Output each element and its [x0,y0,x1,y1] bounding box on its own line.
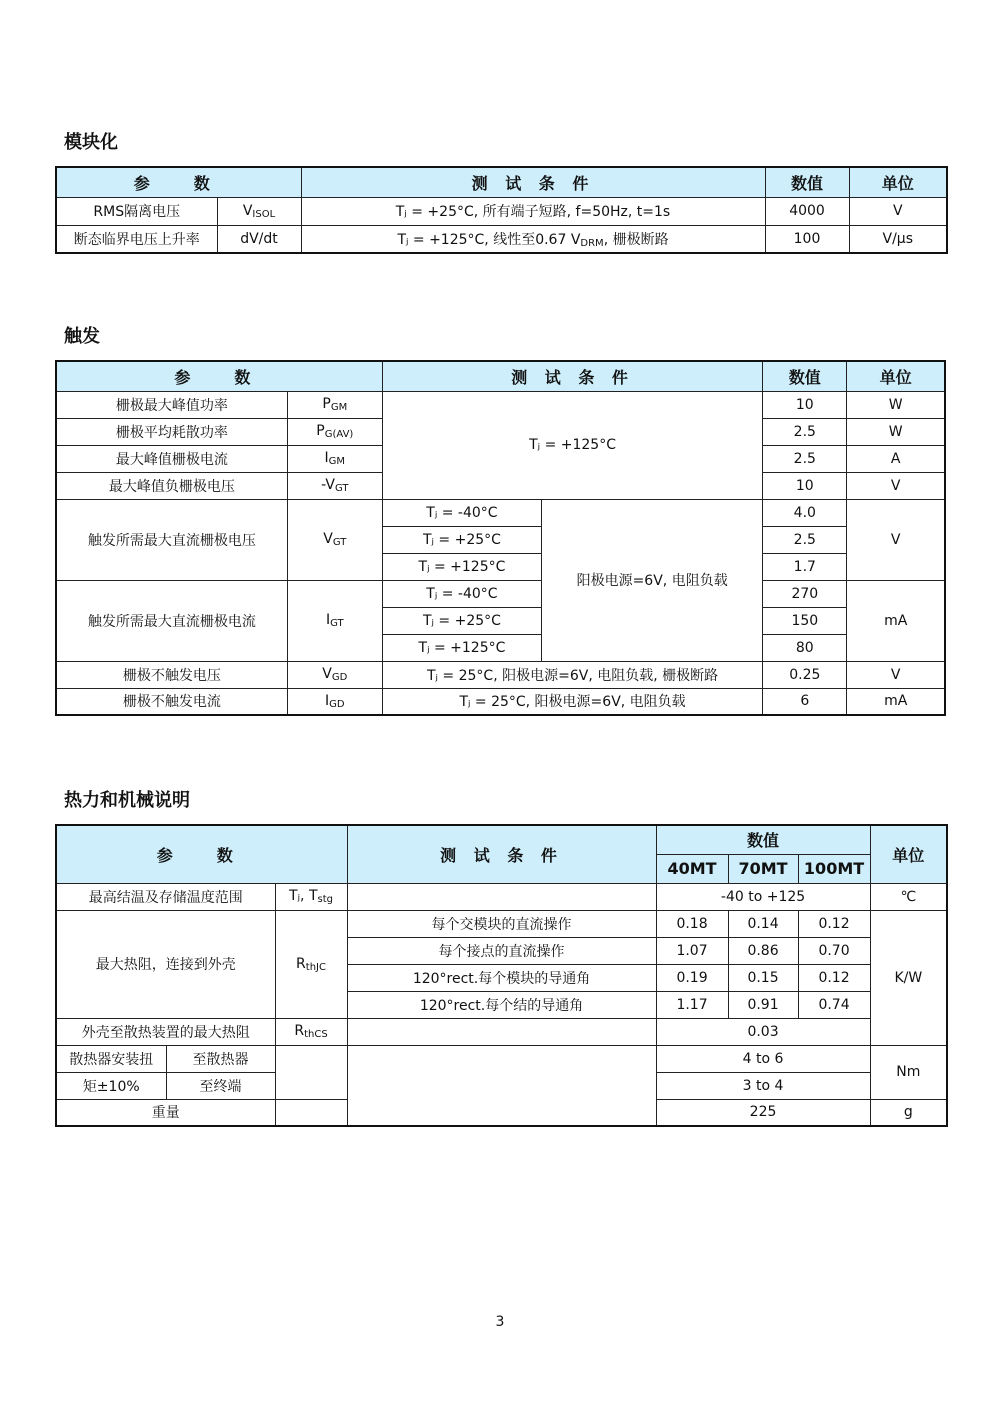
value-100mt: 0.74 [798,991,870,1018]
param-symbol: $I_{GD}$ [287,688,382,715]
param-unit: Nm [870,1045,947,1099]
test-condition: 每个接点的直流操作 [347,937,656,964]
test-condition: Tⱼ = 25°C, 阳极电源=6V, 电阻负载, 栅极断路 [382,661,762,688]
section-title-modular: 模块化 [64,132,118,153]
param-symbol [275,1045,347,1099]
param-symbol: $V_{ISOL}$ [217,197,301,225]
temp-condition: Tⱼ = -40°C [382,580,541,607]
param-unit: g [870,1099,947,1126]
param-unit: K/W [870,910,947,1045]
param-symbol: $P_{G(AV)}$ [287,418,382,445]
param-symbol: $R_{thCS}$ [275,1018,347,1045]
value-100mt: 0.12 [798,910,870,937]
param-symbol: dV/dt [217,225,301,253]
param-value: 0.03 [656,1018,870,1045]
header-unit: 单位 [847,361,945,391]
value-40mt: 0.19 [656,964,728,991]
param-value: 150 [763,607,847,634]
header-unit: 单位 [870,825,947,883]
page-number: 3 [495,1314,505,1330]
param-unit: ℃ [870,883,947,910]
param-name: 最大峰值栅极电流 [56,445,287,472]
param-name: 断态临界电压上升率 [56,225,217,253]
param-value: 4 to 6 [656,1045,870,1072]
param-name: 触发所需最大直流栅极电压 [56,499,287,580]
header-cond: 测 试 条 件 [301,167,765,197]
test-condition: 每个交模块的直流操作 [347,910,656,937]
header-value: 数值 [656,825,870,854]
param-name: 栅极不触发电压 [56,661,287,688]
param-value: 2.5 [763,418,847,445]
test-condition: Tⱼ = +25°C, 所有端子短路, f=50Hz, t=1s [301,197,765,225]
param-value: 4.0 [763,499,847,526]
param-value: 80 [763,634,847,661]
param-unit: mA [847,580,945,661]
value-70mt: 0.86 [728,937,798,964]
header-value: 数值 [763,361,847,391]
param-symbol: $-V_{GT}$ [287,472,382,499]
param-value: 225 [656,1099,870,1126]
param-value: 10 [763,472,847,499]
param-value: 6 [763,688,847,715]
param-symbol [275,1099,347,1126]
header-value: 数值 [765,167,849,197]
param-unit: W [847,418,945,445]
param-name: 重量 [56,1099,275,1126]
param-unit: V/μs [849,225,947,253]
header-param: 参 数 [56,167,301,197]
temp-condition: Tⱼ = -40°C [382,499,541,526]
value-40mt: 1.17 [656,991,728,1018]
header-param: 参 数 [56,825,347,883]
param-name: 最大热阻，连接到外壳 [56,910,275,1018]
param-name: 外壳至散热装置的最大热阻 [56,1018,275,1045]
value-70mt: 0.14 [728,910,798,937]
param-subname: 至散热器 [166,1045,275,1072]
param-unit: W [847,391,945,418]
test-condition [347,1045,656,1126]
param-value: 2.5 [763,445,847,472]
table-row [56,1018,947,1045]
param-name: 最大峰值负栅极电压 [56,472,287,499]
test-condition: Tⱼ = +125°C, 线性至0.67 $V_{DRM}$, 栅极断路 [301,225,765,253]
param-symbol: $I_{GT}$ [287,580,382,661]
param-symbol: $P_{GM}$ [287,391,382,418]
section-title-trigger: 触发 [64,326,100,347]
header-model-40mt: 40MT [656,854,728,883]
param-symbol: $I_{GM}$ [287,445,382,472]
param-value: 100 [765,225,849,253]
header-model-70mt: 70MT [728,854,798,883]
table-row [56,225,947,253]
param-unit: V [847,472,945,499]
param-symbol: $V_{GT}$ [287,499,382,580]
test-condition [347,883,656,910]
table-row [56,1045,947,1072]
param-name: RMS隔离电压 [56,197,217,225]
param-name: 最高结温及存储温度范围 [56,883,275,910]
param-unit: V [847,499,945,580]
table-row [56,688,945,715]
param-unit: V [847,661,945,688]
param-name: 矩±10% [56,1072,166,1099]
param-symbol: $V_{GD}$ [287,661,382,688]
table-row [56,197,947,225]
test-condition: 120°rect.每个结的导通角 [347,991,656,1018]
param-value: 0.25 [763,661,847,688]
param-value: 270 [763,580,847,607]
test-condition [347,1018,656,1045]
param-unit: A [847,445,945,472]
param-name: 散热器安装扭 [56,1045,166,1072]
value-100mt: 0.70 [798,937,870,964]
trigger-table [55,360,946,716]
temp-condition: Tⱼ = +125°C [382,553,541,580]
header-unit: 单位 [849,167,947,197]
value-40mt: 0.18 [656,910,728,937]
anode-condition: 阳极电源=6V, 电阻负载 [542,499,763,661]
section-title-thermal: 热力和机械说明 [64,790,190,811]
param-value: 10 [763,391,847,418]
header-cond: 测 试 条 件 [347,825,656,883]
param-name: 栅极不触发电流 [56,688,287,715]
value-70mt: 0.15 [728,964,798,991]
param-name: 触发所需最大直流栅极电流 [56,580,287,661]
thermal-table [55,824,948,1127]
param-value: 2.5 [763,526,847,553]
table-row [56,661,945,688]
table-row [56,580,945,607]
table-row [56,910,947,937]
value-100mt: 0.12 [798,964,870,991]
param-symbol: Tⱼ, $T_{stg}$ [275,883,347,910]
param-unit: V [849,197,947,225]
param-value: 4000 [765,197,849,225]
param-value: -40 to +125 [656,883,870,910]
header-param: 参 数 [56,361,382,391]
test-condition: Tⱼ = 25°C, 阳极电源=6V, 电阻负载 [382,688,762,715]
table-row [56,499,945,526]
table-row [56,883,947,910]
param-unit: mA [847,688,945,715]
param-name: 栅极平均耗散功率 [56,418,287,445]
header-model-100mt: 100MT [798,854,870,883]
param-symbol: $R_{thJC}$ [275,910,347,1018]
table-row [56,391,945,418]
temp-condition: Tⱼ = +25°C [382,526,541,553]
param-value: 3 to 4 [656,1072,870,1099]
header-cond: 测 试 条 件 [382,361,762,391]
test-condition: 120°rect.每个模块的导通角 [347,964,656,991]
value-40mt: 1.07 [656,937,728,964]
param-name: 栅极最大峰值功率 [56,391,287,418]
value-70mt: 0.91 [728,991,798,1018]
param-subname: 至终端 [166,1072,275,1099]
temp-condition: Tⱼ = +25°C [382,607,541,634]
test-condition: Tⱼ = +125°C [382,391,762,499]
temp-condition: Tⱼ = +125°C [382,634,541,661]
modular-table [55,166,948,254]
param-value: 1.7 [763,553,847,580]
